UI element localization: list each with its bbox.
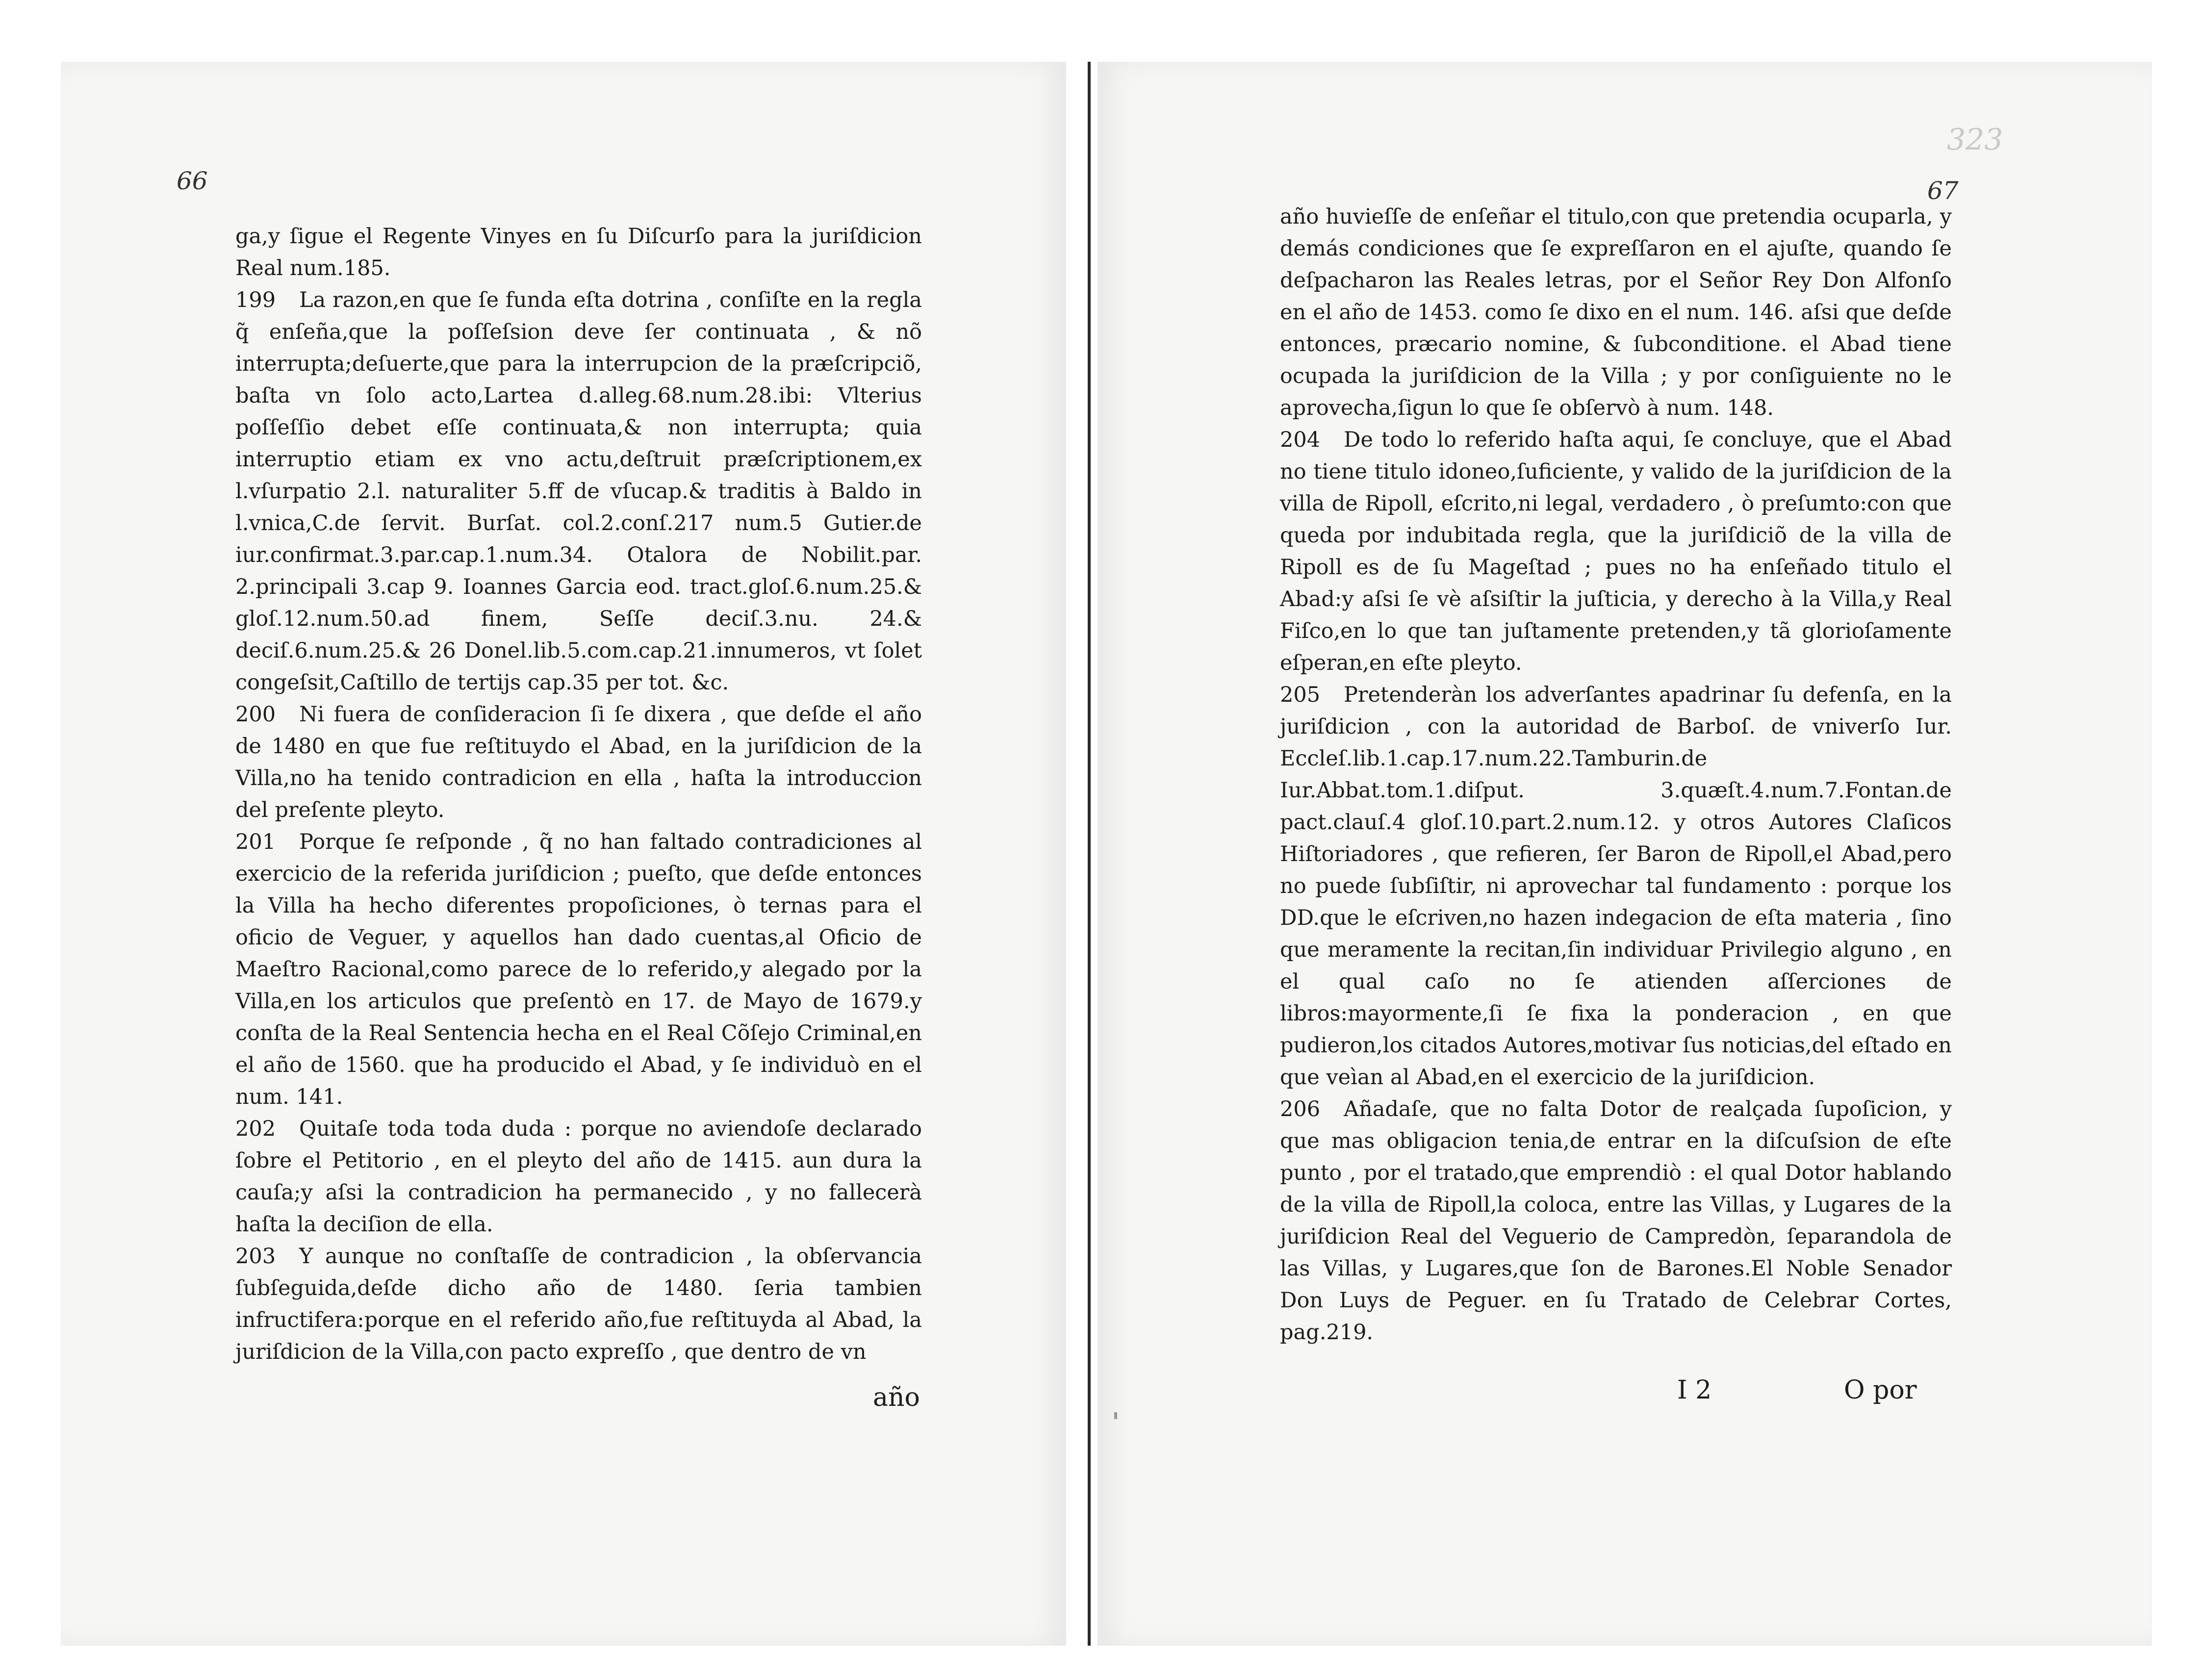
- paragraph-number: 203: [235, 1244, 276, 1269]
- paragraph-text: Porque ſe reſponde , q̃ no han faltado contradiciones al exercicio de la referida juriſdicion ; pueſto, que deſde entonces la Villa ha hecho diferentes propoſiciones, ò ternas para el oficio de Veguer, y aquellos han dado cuentas,al Oficio de Maeſtro Racional,como parece de lo referido,y alegado por la Villa,en los articulos que preſentò en 17. de Mayo de 1679.y conſta de la Real Sentencia hecha en el Real Cõſejo Criminal,en el año de 1560. que ha producido el Abad, y ſe individuò en el num. 141.: [235, 830, 922, 1109]
- paragraph: [235, 826, 922, 1113]
- right-signature-mark: I 2: [1677, 1375, 1712, 1405]
- paragraph: [235, 1241, 922, 1368]
- paragraph-text: La razon,en que ſe funda eſta dotrina , conſiſte en la regla q̃ enſeña,que la poſſeſsion deve ſer continuata , & nõ interrupta;deſuerte,que para la interrupcion de la præſcripciõ, baſta vn ſolo acto,Lartea d.alleg.68.num.28.ibi: Vlterius poſſeſſio debet eſſe continuata,& non interrupta; quia interruptio etiam ex vno actu,deſtruit præſcriptionem,ex l.vſurpatio 2.l. naturaliter 5.ff de vſucap.& traditis à Baldo in l.vnica,C.de ſervit. Burſat. col.2.conſ.217 num.5 Gutier.de iur.confirmat.3.par.cap.1.num.34. Otalora de Nobilit.par. 2.principali 3.cap 9. Ioannes Garcia eod. tract.gloſ.6.num.25.& gloſ.12.num.50.ad finem, Seſſe deciſ.3.nu. 24.& deciſ.6.num.25.& 26 Donel.lib.5.com.cap.21.innumeros, vt ſolet congeſsit,Caſtillo de tertijs cap.35 per tot. &c.: [235, 288, 922, 695]
- paragraph-text: Y aunque no conſtaſſe de contradicion , la obſervancia ſubſeguida,deſde dicho año de 1480. ſeria tambien infructifera:porque en el referido año,fue reſtituyda al Abad, la juriſdicion de la Villa,con pacto expreſſo , que dentro de vn: [235, 1244, 922, 1364]
- paragraph-number: 204: [1280, 428, 1321, 452]
- paragraph-number: 199: [235, 288, 276, 312]
- paragraph: [235, 699, 922, 826]
- archive-stamp: 323: [1947, 123, 2003, 157]
- left-catchword: año: [873, 1383, 920, 1412]
- paragraph: [1280, 679, 1952, 1094]
- paragraph-number: 201: [235, 830, 276, 854]
- paragraph-text: Ni fuera de conſideracion ſi ſe dixera , que deſde el año de 1480 en que fue reſtituydo el Abad, en la juriſdicion de la Villa,no ha tenido contradicion en ella , haſta la introduccion del preſente pleyto.: [235, 702, 922, 822]
- left-text-column: [235, 221, 922, 1368]
- paragraph: [1280, 201, 1952, 424]
- paragraph-text: Quitaſe toda toda duda : porque no aviendoſe declarado ſobre el Petitorio , en el pleyto del año de 1415. aun dura la cauſa;y aſsi la contradicion ha permanecido , y no fallecerà haſta la deciſion de ella.: [235, 1117, 922, 1237]
- gutter-mark: [1114, 1412, 1117, 1419]
- paragraph-number: 200: [235, 702, 276, 727]
- paragraph: [235, 221, 922, 284]
- paragraph-text: Pretenderàn los adverſantes apadrinar ſu defenſa, en la juriſdicion , con la autoridad de Barboſ. de vniverſo Iur. Eccleſ.lib.1.cap.17.num.22.Tamburin.de Iur.Abbat.tom.1.diſput. 3.quæſt.4.num.7.Fontan.de pact.clauſ.4 gloſ.10.part.2.num.12. y otros Autores Claſicos Hiſtoriadores , que refieren, ſer Baron de Ripoll,el Abad,pero no puede ſubſiſtir, ni aprovechar tal fundamento : porque los DD.que le eſcriven,no hazen indegacion de eſta materia , ſino que meramente la recitan,ſin individuar Privilegio alguno , en el qual caſo no ſe atienden aſſerciones de libros:mayormente,ſi ſe fixa la ponderacion , en que pudieron,los citados Autores,motivar ſus noticias,del eſtado en que veìan al Abad,en el exercicio de la juriſdicion.: [1280, 683, 1952, 1090]
- paragraph: [235, 1113, 922, 1241]
- paragraph-text: ga,y ſigue el Regente Vinyes en ſu Diſcurſo para la juriſdicion Real num.185.: [235, 224, 922, 280]
- book-gutter: [1088, 62, 1091, 1646]
- right-catchword: O por: [1844, 1375, 1917, 1405]
- paragraph-text: Añadaſe, que no falta Dotor de realçada ſupoſicion, y que mas obligacion tenia,de entrar en la diſcuſsion de eſte punto , por el tratado,que emprendiò : el qual Dotor hablando de la villa de Ripoll,la coloca, entre las Villas, y Lugares de la juriſdicion Real del Veguerio de Campredòn, ſeparandola de las Villas, y Lugares,que ſon de Barones.El Noble Senador Don Luys de Peguer. en ſu Tratado de Celebrar Cortes, pag.219.: [1280, 1097, 1952, 1345]
- paragraph-text: año huvieſſe de enſeñar el titulo,con que pretendia ocuparla, y demás condiciones que ſe expreſſaron en el ajuſte, quando ſe deſpacharon las Reales letras, por el Señor Rey Don Alfonſo en el año de 1453. como ſe dixo en el num. 146. aſsi que deſde entonces, præcario nomine, & ſubconditione. el Abad tiene ocupada la juriſdicion de la Villa ; y por conſiguiente no le aprovecha,ſigun lo que ſe obſervò à num. 148.: [1280, 204, 1952, 420]
- paragraph-text: De todo lo referido haſta aqui, ſe concluye, que el Abad no tiene titulo idoneo,ſuficiente, y valido de la juriſdicion de la villa de Ripoll, eſcrito,ni legal, verdadero , ò preſumto:con que queda por indubitada regla, que la juriſdiciõ de la villa de Ripoll es de ſu Mageſtad ; pues no ha enſeñado titulo el Abad:y aſsi ſe vè aſsiſtir la juſticia, y derecho à la Villa,y Real Fiſco,en lo que tan juſtamente pretenden,y tã glorioſamente eſperan,en eſte pleyto.: [1280, 428, 1952, 675]
- right-text-column: [1280, 201, 1952, 1349]
- paragraph: [1280, 424, 1952, 679]
- paragraph-number: 205: [1280, 683, 1321, 707]
- right-folio-number: 67: [1927, 177, 1959, 205]
- paragraph: [235, 284, 922, 699]
- paragraph-number: 202: [235, 1117, 276, 1141]
- paragraph-number: 206: [1280, 1097, 1321, 1121]
- paragraph: [1280, 1094, 1952, 1349]
- left-folio-number: 66: [177, 167, 208, 195]
